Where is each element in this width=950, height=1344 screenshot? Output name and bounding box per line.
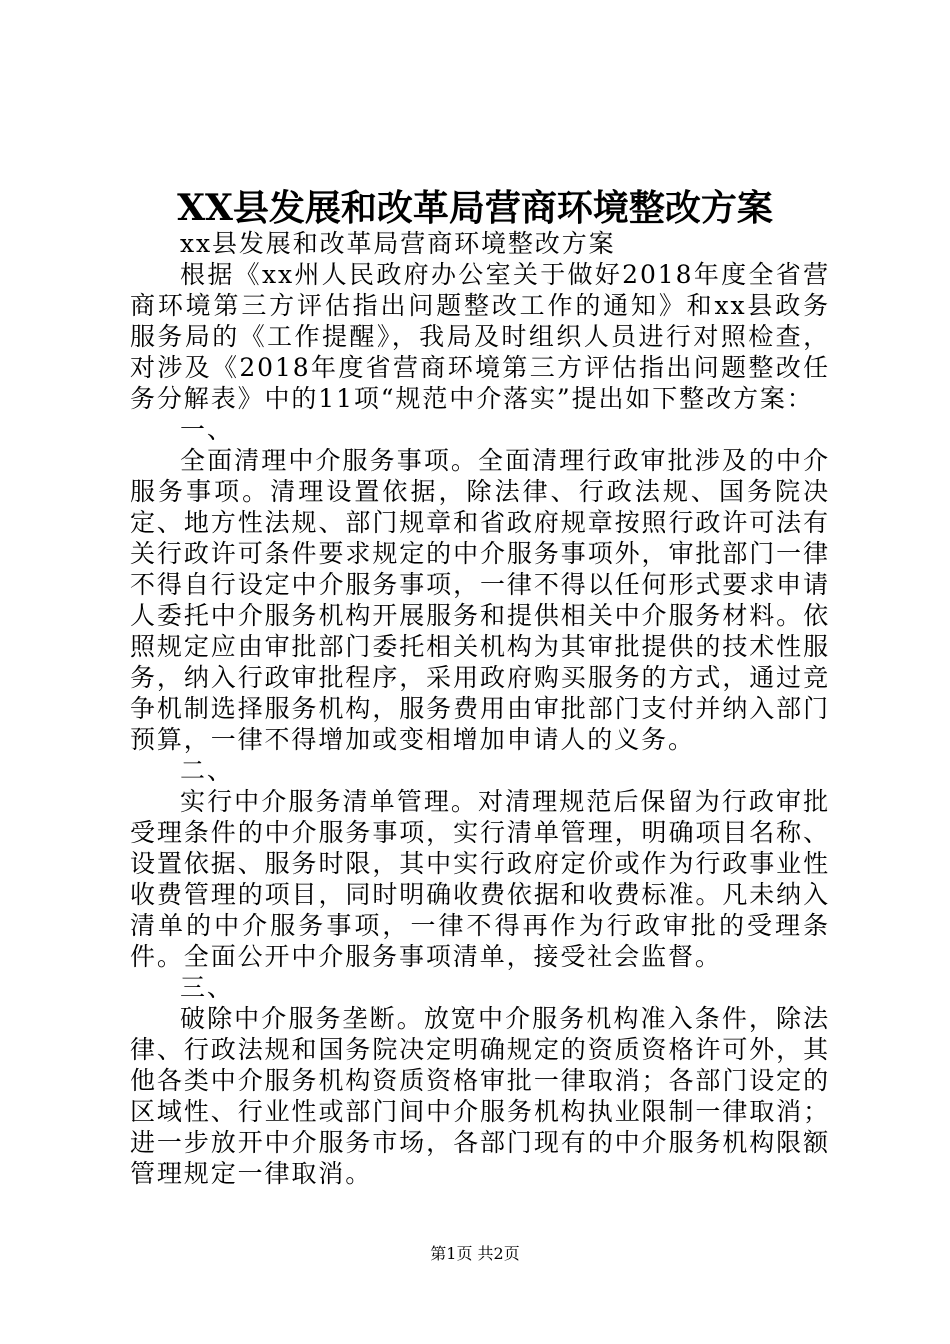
section-heading-1: 一、 <box>180 415 234 444</box>
page-number: 第1页 共2页 <box>430 1244 520 1263</box>
paragraph-section-1: 全面清理中介服务事项。全面清理行政审批涉及的中介服务事项。清理设置依据，除法律、行政法规、国务院决定、地方性法规、部门规章和省政府规章按照行政许可法有关行政许可条件要求规定的中介服务事项外，审批部门一律不得自行设定中介服务事项，一律不得以任何形式要求申请人委托中介服务机构开展服务和提供相关中介服务材料。依照规定应由审批部门委托相关机构为其审批提供的技术性服务，纳入行政审批程序，采用政府购买服务的方式，通过竞争机制选择服务机构，服务费用由审批部门支付并纳入部门预算，一律不得增加或变相增加申请人的义务。 <box>130 446 830 754</box>
document-title: XX县发展和改革局营商环境整改方案 <box>177 187 773 229</box>
paragraph-subtitle: xx县发展和改革局营商环境整改方案 <box>180 229 616 258</box>
paragraph-section-3: 破除中介服务垄断。放宽中介服务机构准入条件，除法律、行政法规和国务院决定明确规定的资质资格许可外，其他各类中介服务机构资质资格审批一律取消；各部门设定的区域性、行业性或部门间中介服务机构执业限制一律取消；进一步放开中介服务市场，各部门现有的中介服务机构限额管理规定一律取消。 <box>130 1004 830 1188</box>
section-heading-2: 二、 <box>180 756 234 785</box>
paragraph-intro: 根据《xx州人民政府办公室关于做好2018年度全省营商环境第三方评估指出问题整改工作的通知》和xx县政务服务局的《工作提醒》，我局及时组织人员进行对照检查，对涉及《2018年度省营商环境第三方评估指出问题整改任务分解表》中的11项“规范中介落实”提出如下整改方案： <box>130 260 830 413</box>
paragraph-section-2: 实行中介服务清单管理。对清理规范后保留为行政审批受理条件的中介服务事项，实行清单管理，明确项目名称、设置依据、服务时限，其中实行政府定价或作为行政事业性收费管理的项目，同时明确收费依据和收费标准。凡未纳入清单的中介服务事项，一律不得再作为行政审批的受理条件。全面公开中介服务事项清单，接受社会监督。 <box>130 787 830 971</box>
document-body <box>130 228 830 1189</box>
section-heading-3: 三、 <box>180 973 234 1002</box>
